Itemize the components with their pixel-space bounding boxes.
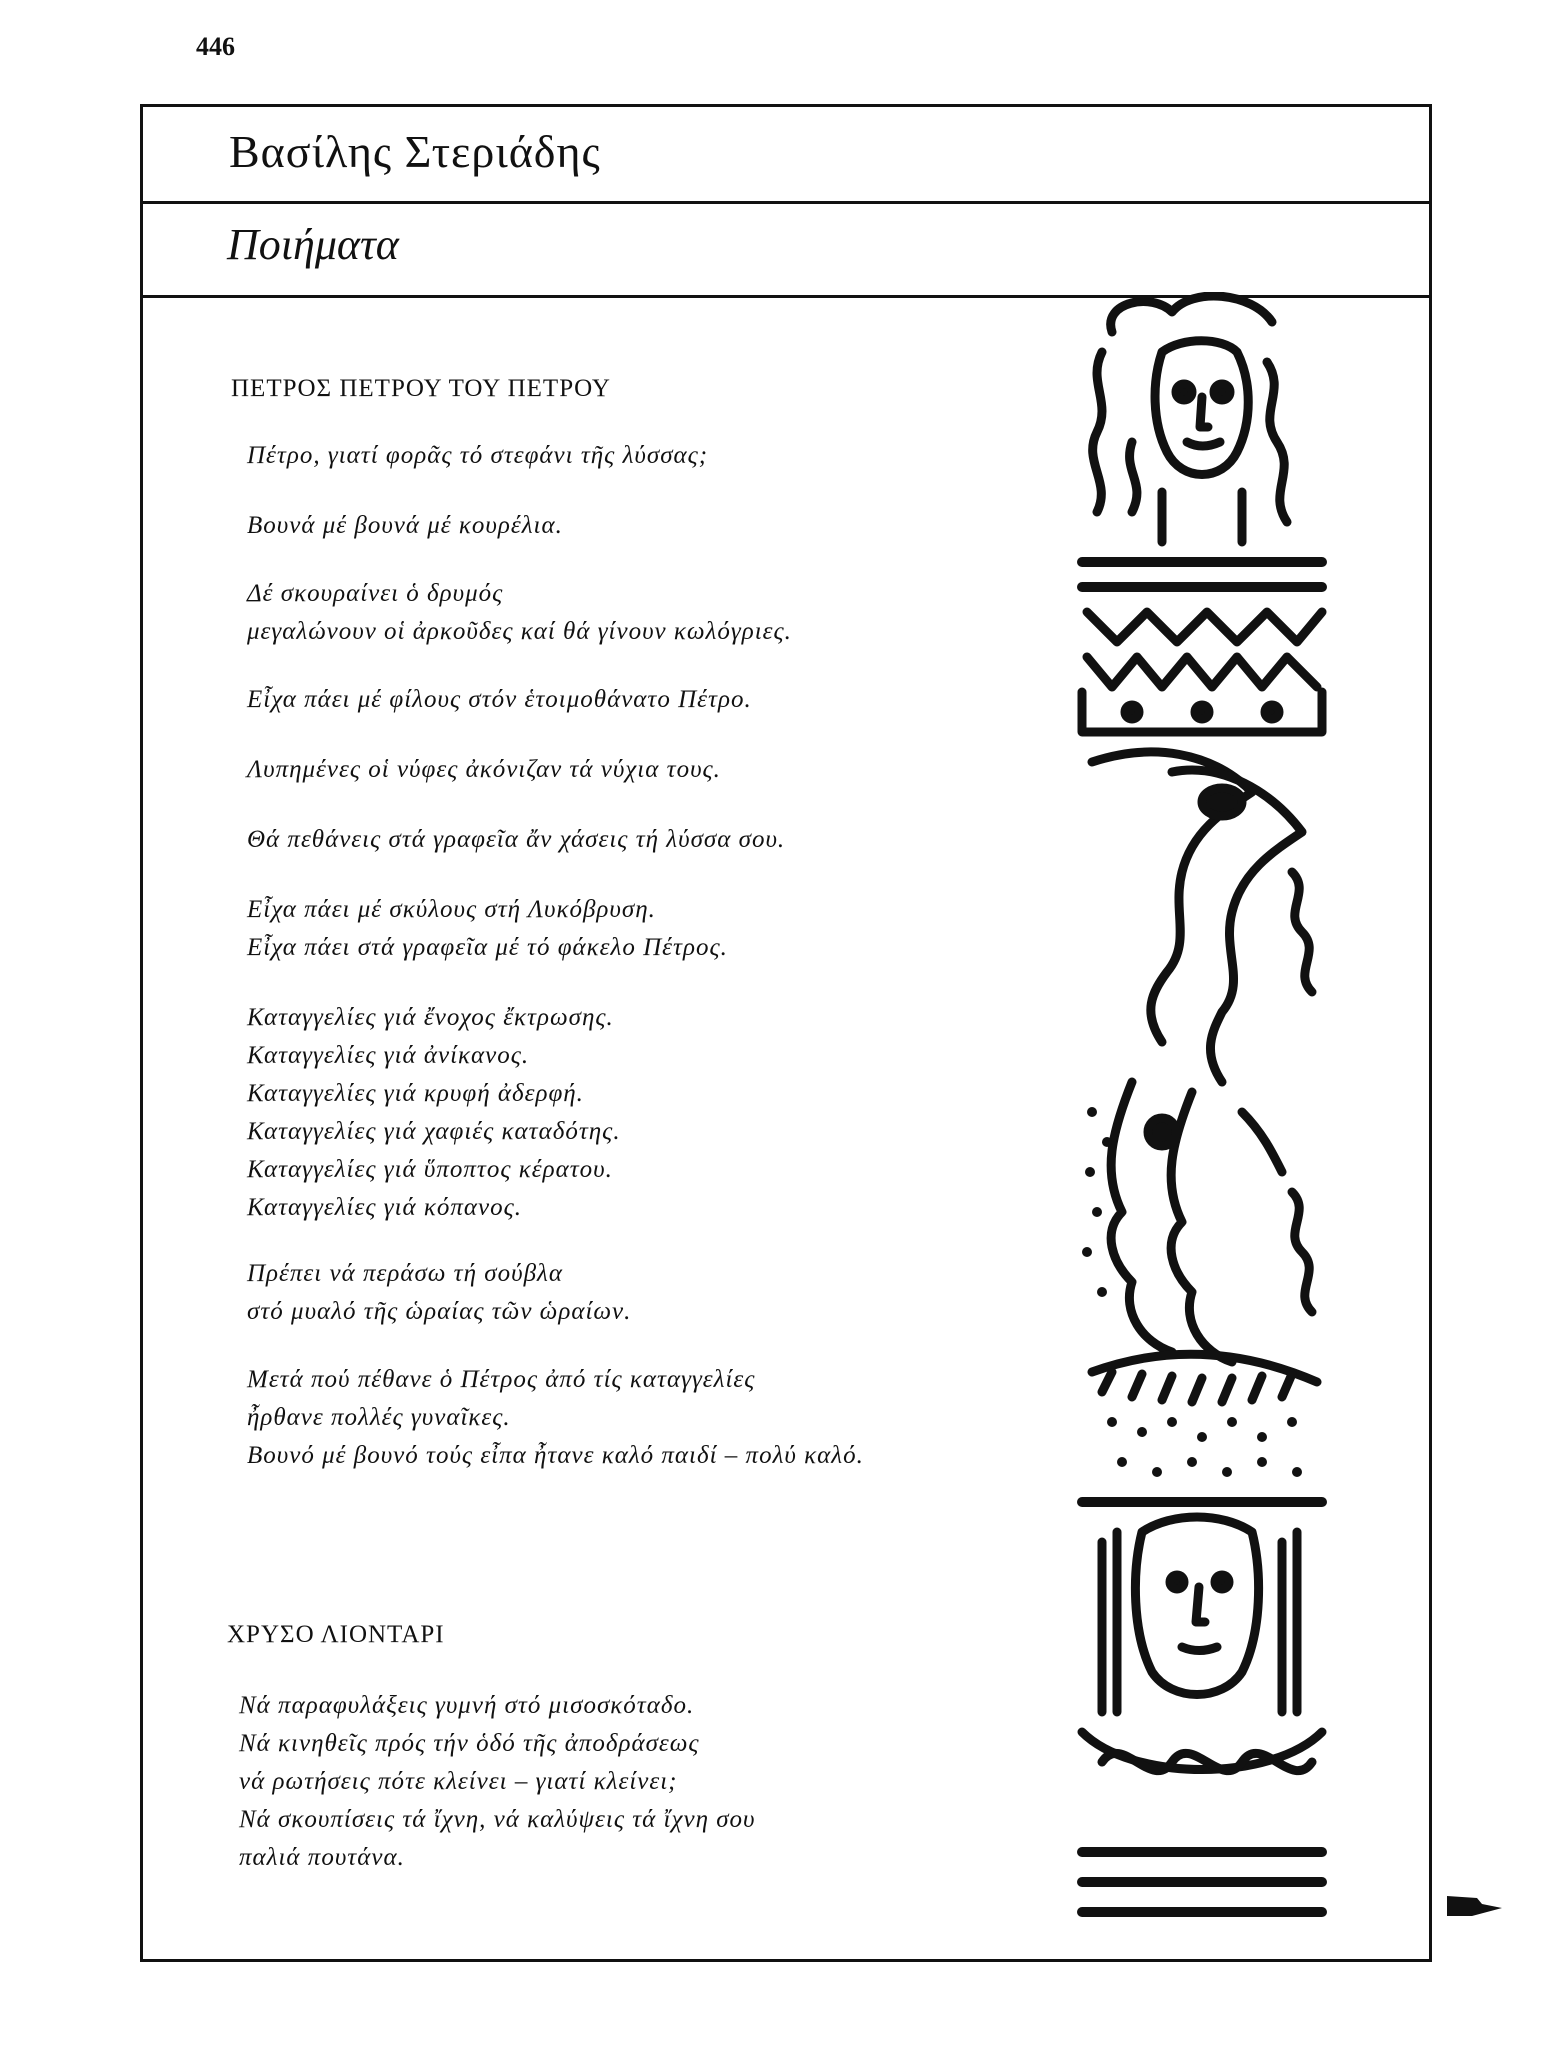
verse-line: στό μυαλό τῆς ὡραίας τῶν ὡραίων. — [247, 1298, 632, 1325]
verse-line: Πέτρο, γιατί φορᾶς τό στεφάνι τῆς λύσσας; — [247, 442, 709, 469]
verse-line: Νά σκουπίσεις τά ἴχνη, νά καλύψεις τά ἴχνη σου — [239, 1806, 756, 1833]
verse-line: ἦρθανε πολλές γυναῖκες. — [247, 1404, 511, 1431]
verse-line: Δέ σκουραίνει ὁ δρυμός — [247, 580, 504, 607]
stanza — [247, 507, 563, 545]
verse-line: νά ρωτήσεις πότε κλείνει – γιατί κλείνει; — [239, 1768, 678, 1795]
verse-line: παλιά πουτάνα. — [239, 1844, 405, 1871]
stanza — [247, 1255, 631, 1331]
verse-line: Καταγγελίες γιά κρυφή ἀδερφή. — [247, 1080, 584, 1107]
verse-line: Βουνά μέ βουνά μέ κουρέλια. — [247, 512, 563, 539]
verse-line: Εἶχα πάει μέ φίλους στόν ἑτοιμοθάνατο Πέτρο. — [247, 686, 752, 713]
verse-line: Νά παραφυλάξεις γυμνή στό μισοσκόταδο. — [239, 1692, 695, 1719]
pointing-hand-icon — [1442, 1886, 1512, 1926]
verse-line: Εἶχα πάει μέ σκύλους στή Λυκόβρυση. — [247, 896, 656, 923]
page-number: 446 — [196, 32, 235, 61]
verse-line: Καταγγελίες γιά ὕποπτος κέρατου. — [247, 1156, 613, 1183]
verse-line: Μετά πού πέθανε ὁ Πέτρος ἀπό τίς καταγγελίες — [247, 1366, 756, 1393]
poem-title: ΠΕΤΡΟΣ ΠΕΤΡΟΥ ΤΟΥ ΠΕΤΡΟΥ — [231, 375, 611, 402]
verse-line: Καταγγελίες γιά κόπανος. — [247, 1194, 523, 1221]
verse-line: Νά κινηθεῖς πρός τήν ὁδό τῆς ἀποδράσεως — [239, 1730, 700, 1757]
stanza — [239, 1687, 756, 1877]
stanza — [247, 575, 792, 651]
totem-faces-illustration — [1072, 292, 1332, 1952]
poem-title: ΧΡΥΣΟ ΛΙΟΝΤΑΡΙ — [227, 1621, 445, 1648]
stanza — [247, 821, 785, 859]
stanza — [247, 891, 728, 967]
verse-line: Βουνό μέ βουνό τούς εἶπα ἦτανε καλό παιδί – πολύ καλό. — [247, 1442, 864, 1469]
verse-line: μεγαλώνουν οἱ ἀρκοῦδες καί θά γίνουν κωλόγριες. — [247, 618, 792, 645]
verse-line: Πρέπει νά περάσω τή σούβλα — [247, 1260, 563, 1287]
stanza — [247, 751, 721, 789]
verse-line: Καταγγελίες γιά ἀνίκανος. — [247, 1042, 530, 1069]
stanza — [247, 1361, 864, 1475]
verse-line: Καταγγελίες γιά χαφιές καταδότης. — [247, 1118, 621, 1145]
stanza — [247, 999, 621, 1227]
verse-line: Καταγγελίες γιά ἔνοχος ἔκτρωσης. — [247, 1004, 614, 1031]
verse-line: Λυπημένες οἱ νύφες ἀκόνιζαν τά νύχια τους. — [247, 756, 721, 783]
stanza — [247, 681, 752, 719]
stanza — [247, 437, 708, 475]
author-name: Βασίλης Στεριάδης — [229, 126, 601, 177]
author-header — [143, 107, 1429, 204]
section-title: Ποιήματα — [227, 220, 399, 269]
verse-line: Θά πεθάνεις στά γραφεῖα ἄν χάσεις τή λύσσα σου. — [247, 826, 786, 853]
section-header — [143, 201, 1429, 298]
verse-line: Εἶχα πάει στά γραφεῖα μέ τό φάκελο Πέτρος. — [247, 934, 728, 961]
